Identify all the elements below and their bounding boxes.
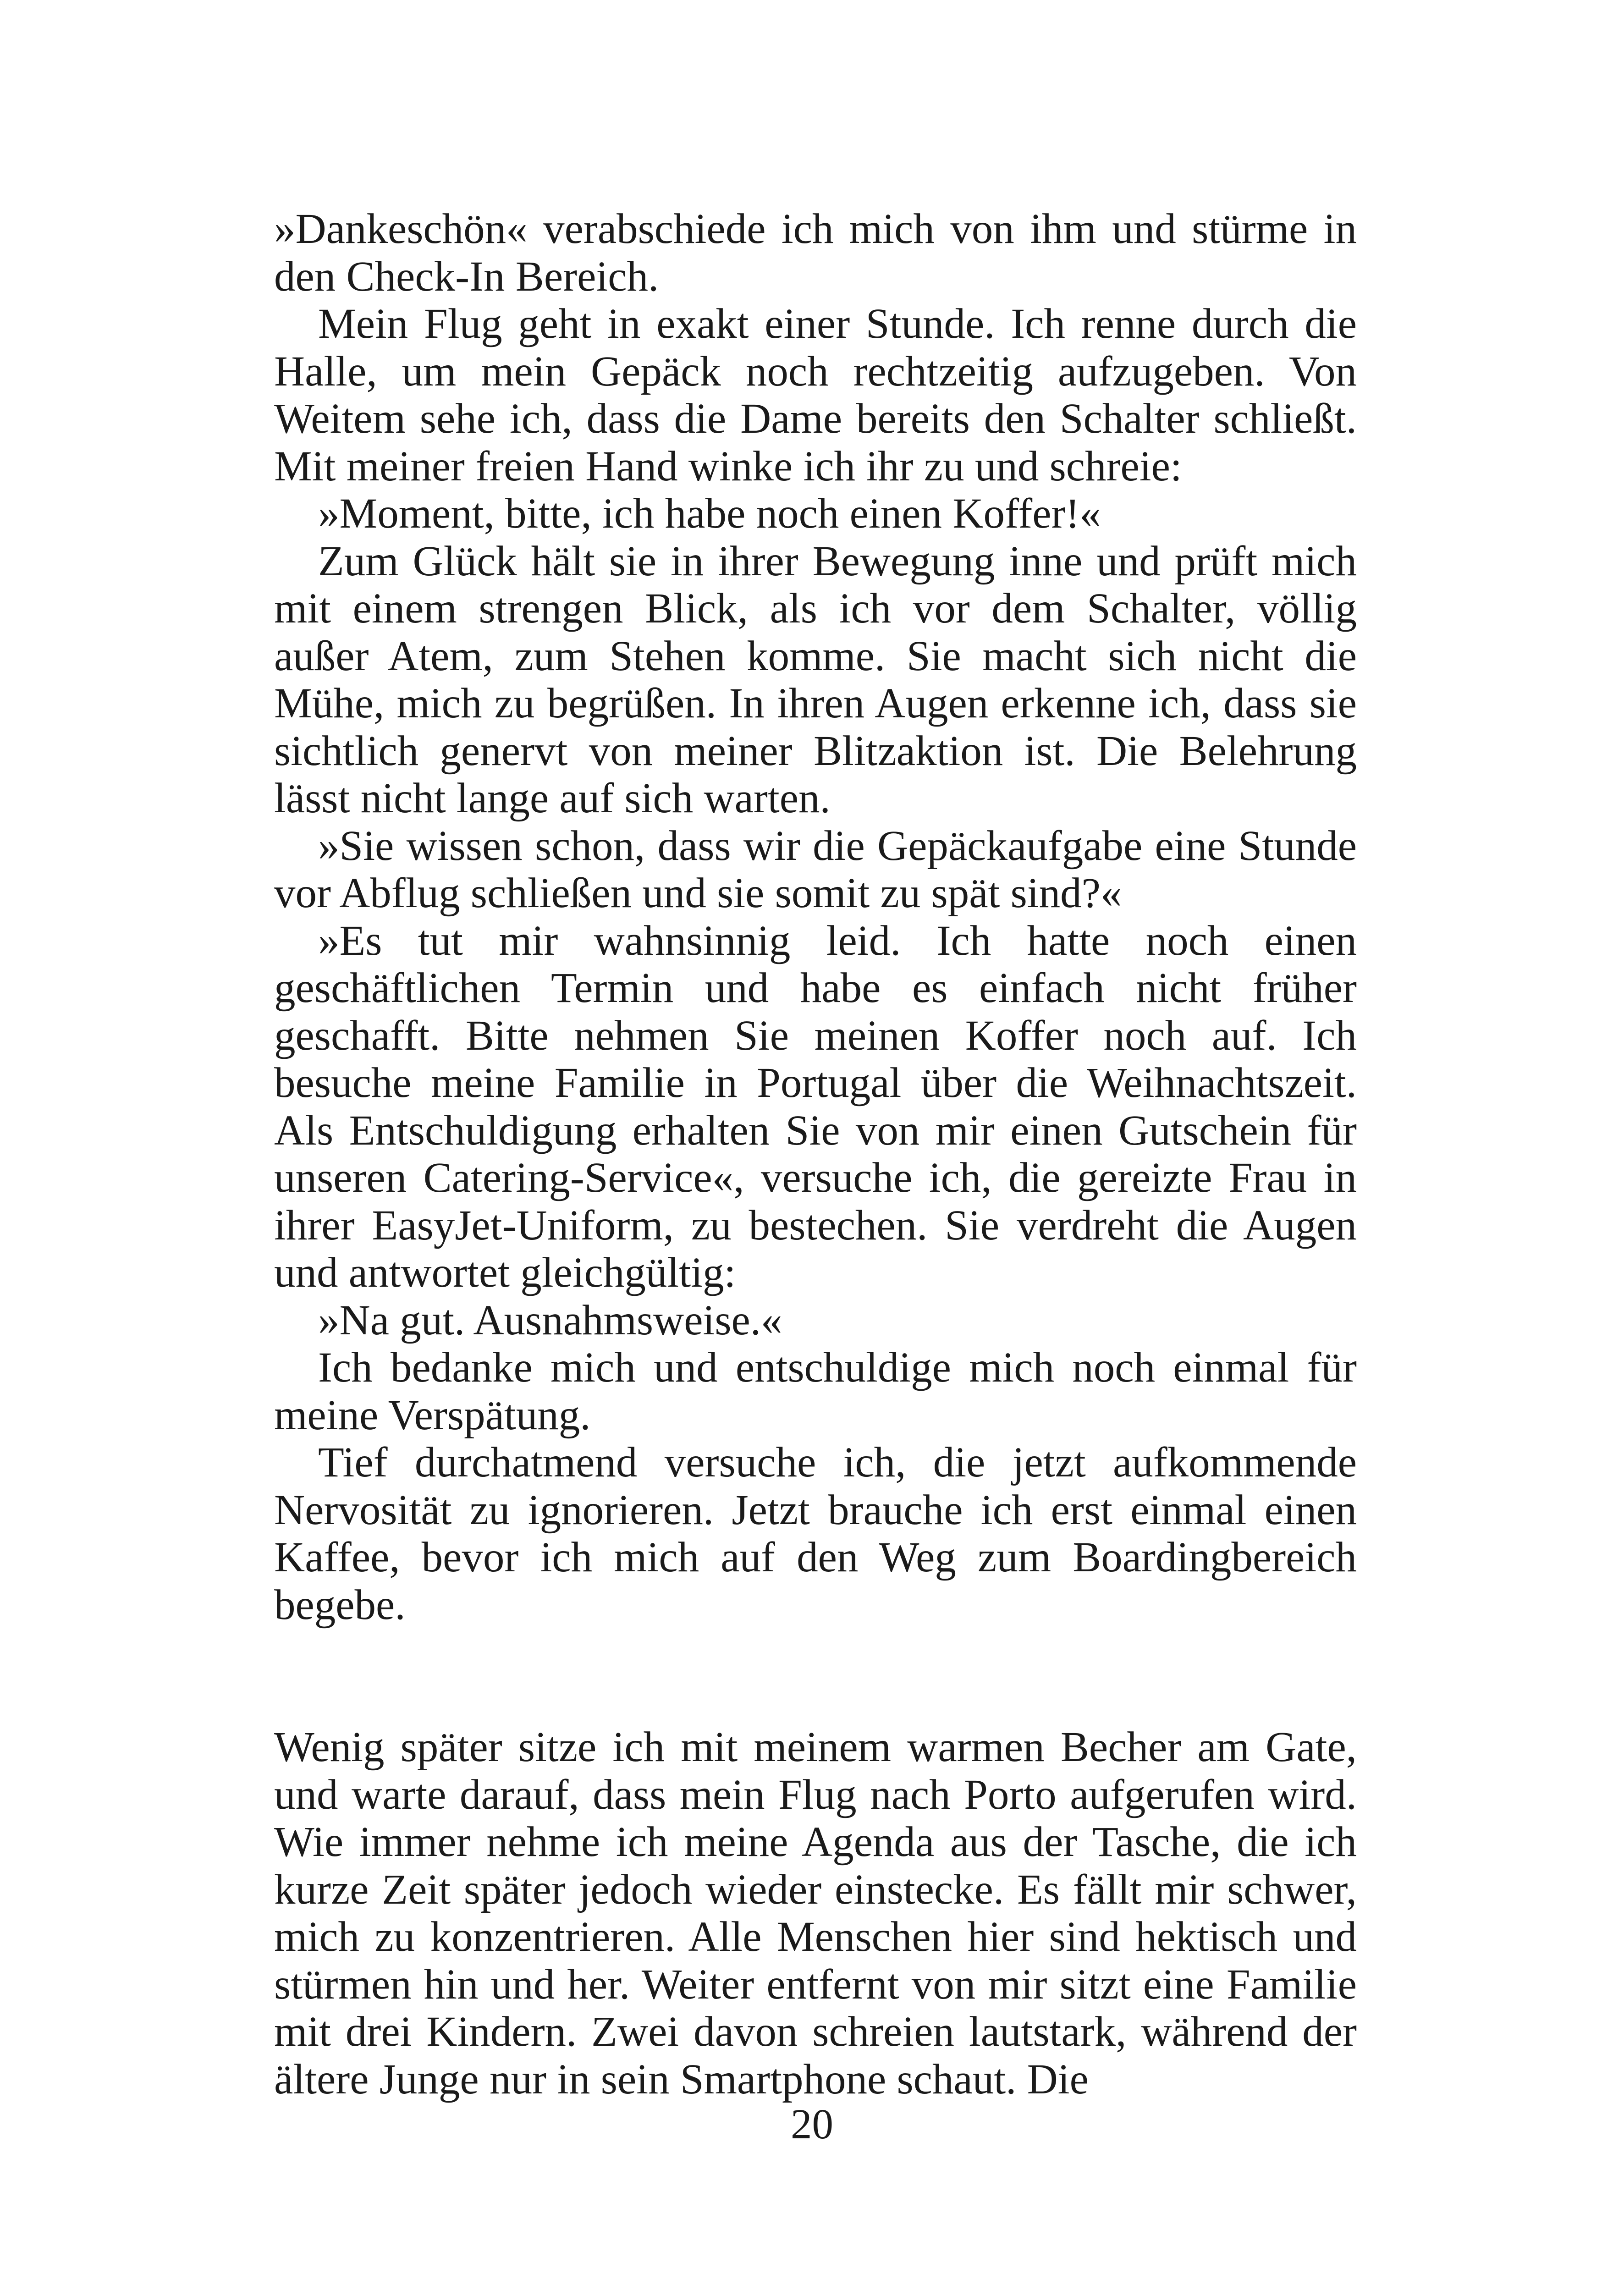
paragraph: Mein Flug geht in exakt einer Stunde. Ich renne durch die Halle, um mein Gepäck noch rechtzeitig aufzugeben. Von Weitem sehe ich, dass die Dame bereits den Schalter schließt. Mit meiner freien Hand winke ich ihr zu und schreie: (274, 300, 1357, 490)
section-break (274, 1629, 1357, 1723)
dialogue-paragraph: »Na gut. Ausnahmsweise.« (318, 1296, 782, 1344)
paragraph: Wenig später sitze ich mit meinem warmen Becher am Gate, und warte darauf, dass mein Flug nach Porto aufgerufen wird. Wie immer nehme ich meine Agenda aus der Tasche, die ich kurze Zeit später jedoch wieder einstecke. Es fällt mir schwer, mich zu konzentrieren. Alle Menschen hier sind hektisch und stürmen hin und her. Weiter entfernt von mir sitzt eine Familie mit drei Kindern. Zwei davon schreien lautstark, während der ältere Junge nur in sein Smartphone schaut. Die (274, 1723, 1357, 2103)
dialogue-paragraph: »Moment, bitte, ich habe noch einen Koffer!« (318, 490, 1101, 537)
paragraph: Tief durchatmend versuche ich, die jetzt aufkommende Nervosität zu ignorieren. Jetzt brauche ich erst einmal einen Kaffee, bevor ich mich auf den Weg zum Boardingbereich begebe. (274, 1439, 1357, 1629)
dialogue-paragraph: »Es tut mir wahnsinnig leid. Ich hatte noch einen geschäftlichen Termin und habe es einfach nicht früher geschafft. Bitte nehmen Sie meinen Koffer noch auf. Ich besuche meine Familie in Portugal über die Weihnachtszeit. Als Entschuldigung erhalten Sie von mir einen Gutschein für unseren Catering-Service«, versuche ich, die gereizte Frau in ihrer EasyJet-Uniform, zu bestechen. Sie verdreht die Augen und antwortet gleichgültig: (274, 917, 1357, 1296)
page-number: 20 (791, 2101, 833, 2148)
book-text-block (274, 205, 1357, 2103)
paragraph: Zum Glück hält sie in ihrer Bewegung inne und prüft mich mit einem strengen Blick, als ich vor dem Schalter, völlig außer Atem, zum Stehen komme. Sie macht sich nicht die Mühe, mich zu begrüßen. In ihren Augen erkenne ich, dass sie sichtlich genervt von meiner Blitzaktion ist. Die Belehrung lässt nicht lange auf sich warten. (274, 537, 1357, 822)
paragraph: »Dankeschön« verabschiede ich mich von ihm und stürme in den Check-In Bereich. (274, 205, 1357, 300)
paragraph: Ich bedanke mich und entschuldige mich noch einmal für meine Verspätung. (274, 1344, 1357, 1439)
dialogue-paragraph: »Sie wissen schon, dass wir die Gepäckaufgabe eine Stunde vor Abflug schließen und sie somit zu spät sind?« (274, 822, 1357, 917)
